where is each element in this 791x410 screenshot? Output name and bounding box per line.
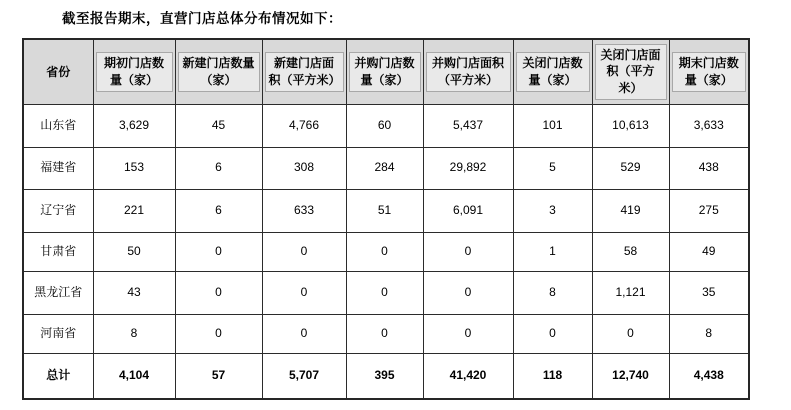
table-cell: 1: [513, 232, 592, 271]
table-cell: 0: [423, 271, 513, 314]
header-row: [23, 39, 749, 104]
province-cell: 福建省: [23, 147, 93, 189]
table-cell: 45: [175, 104, 262, 147]
total-cell: 12,740: [592, 353, 669, 399]
table-cell: 3: [513, 189, 592, 232]
table-cell: 529: [592, 147, 669, 189]
province-cell: 黑龙江省: [23, 271, 93, 314]
table-cell: 6: [175, 189, 262, 232]
table-cell: 3,633: [669, 104, 749, 147]
table-cell: 284: [346, 147, 423, 189]
col-header-acquired-count: [346, 39, 423, 104]
table-cell: 0: [346, 314, 423, 353]
table-cell: 275: [669, 189, 749, 232]
table-cell: 5: [513, 147, 592, 189]
col-header-acquired-count-label: 并购门店数量（家）: [349, 52, 421, 92]
total-cell: 4,104: [93, 353, 175, 399]
table-cell: 0: [262, 314, 346, 353]
table-cell: 50: [93, 232, 175, 271]
col-header-new-count: [175, 39, 262, 104]
table-cell: 10,613: [592, 104, 669, 147]
table-row-henan: [23, 314, 749, 353]
province-cell: 山东省: [23, 104, 93, 147]
col-header-closing-count: [669, 39, 749, 104]
col-header-closing-count-label: 期末门店数量（家）: [672, 52, 747, 92]
province-cell: 河南省: [23, 314, 93, 353]
table-cell: 35: [669, 271, 749, 314]
table-cell: 4,766: [262, 104, 346, 147]
col-header-closed-area-label: 关闭门店面积（平方米）: [595, 44, 667, 100]
table-row-gansu: [23, 232, 749, 271]
col-header-acquired-area: [423, 39, 513, 104]
total-cell: 5,707: [262, 353, 346, 399]
table-cell: 153: [93, 147, 175, 189]
table-cell: 0: [592, 314, 669, 353]
province-cell: 甘肃省: [23, 232, 93, 271]
col-header-province: [23, 39, 93, 104]
table-cell: 43: [93, 271, 175, 314]
table-cell: 0: [175, 314, 262, 353]
table-cell: 0: [175, 232, 262, 271]
table-cell: 29,892: [423, 147, 513, 189]
table-cell: 0: [175, 271, 262, 314]
table-cell: 0: [423, 314, 513, 353]
col-header-closed-area: [592, 39, 669, 104]
table-cell: 5,437: [423, 104, 513, 147]
table-cell: 0: [346, 232, 423, 271]
table-cell: 438: [669, 147, 749, 189]
table-cell: 58: [592, 232, 669, 271]
total-cell: 118: [513, 353, 592, 399]
section-title: 截至报告期末，直营门店总体分布情况如下：: [62, 11, 342, 26]
table-cell: 3,629: [93, 104, 175, 147]
col-header-closed-count: [513, 39, 592, 104]
total-cell: 395: [346, 353, 423, 399]
table-cell: 101: [513, 104, 592, 147]
table-cell: 0: [423, 232, 513, 271]
table-cell: 60: [346, 104, 423, 147]
table-row-shandong: [23, 104, 749, 147]
col-header-opening-count: [93, 39, 175, 104]
table-row-liaoning: [23, 189, 749, 232]
total-cell: 57: [175, 353, 262, 399]
table-cell: 1,121: [592, 271, 669, 314]
table-cell: 8: [669, 314, 749, 353]
table-row-fujian: [23, 147, 749, 189]
table-row-heilongjiang: [23, 271, 749, 314]
col-header-new-count-label: 新建门店数量（家）: [178, 52, 260, 92]
table-cell: 6: [175, 147, 262, 189]
table-cell: 419: [592, 189, 669, 232]
table-cell: 0: [262, 271, 346, 314]
total-cell: 4,438: [669, 353, 749, 399]
table-cell: 221: [93, 189, 175, 232]
table-cell: 0: [346, 271, 423, 314]
table-cell: 51: [346, 189, 423, 232]
province-cell: 辽宁省: [23, 189, 93, 232]
col-header-new-area: [262, 39, 346, 104]
col-header-new-area-label: 新建门店面积（平方米）: [265, 52, 344, 92]
table-cell: 633: [262, 189, 346, 232]
store-distribution-table: [22, 38, 750, 400]
total-cell: 41,420: [423, 353, 513, 399]
table-cell: 8: [513, 271, 592, 314]
col-header-province-label: 省份: [46, 64, 71, 79]
table-row-total: [23, 353, 749, 399]
col-header-acquired-area-label: 并购门店面积（平方米）: [426, 52, 511, 92]
table-cell: 49: [669, 232, 749, 271]
table-cell: 0: [513, 314, 592, 353]
table-cell: 0: [262, 232, 346, 271]
table-cell: 308: [262, 147, 346, 189]
table-cell: 8: [93, 314, 175, 353]
table-cell: 6,091: [423, 189, 513, 232]
col-header-opening-count-label: 期初门店数量（家）: [96, 52, 173, 92]
total-label-cell: 总计: [23, 353, 93, 399]
col-header-closed-count-label: 关闭门店数量（家）: [516, 52, 590, 92]
